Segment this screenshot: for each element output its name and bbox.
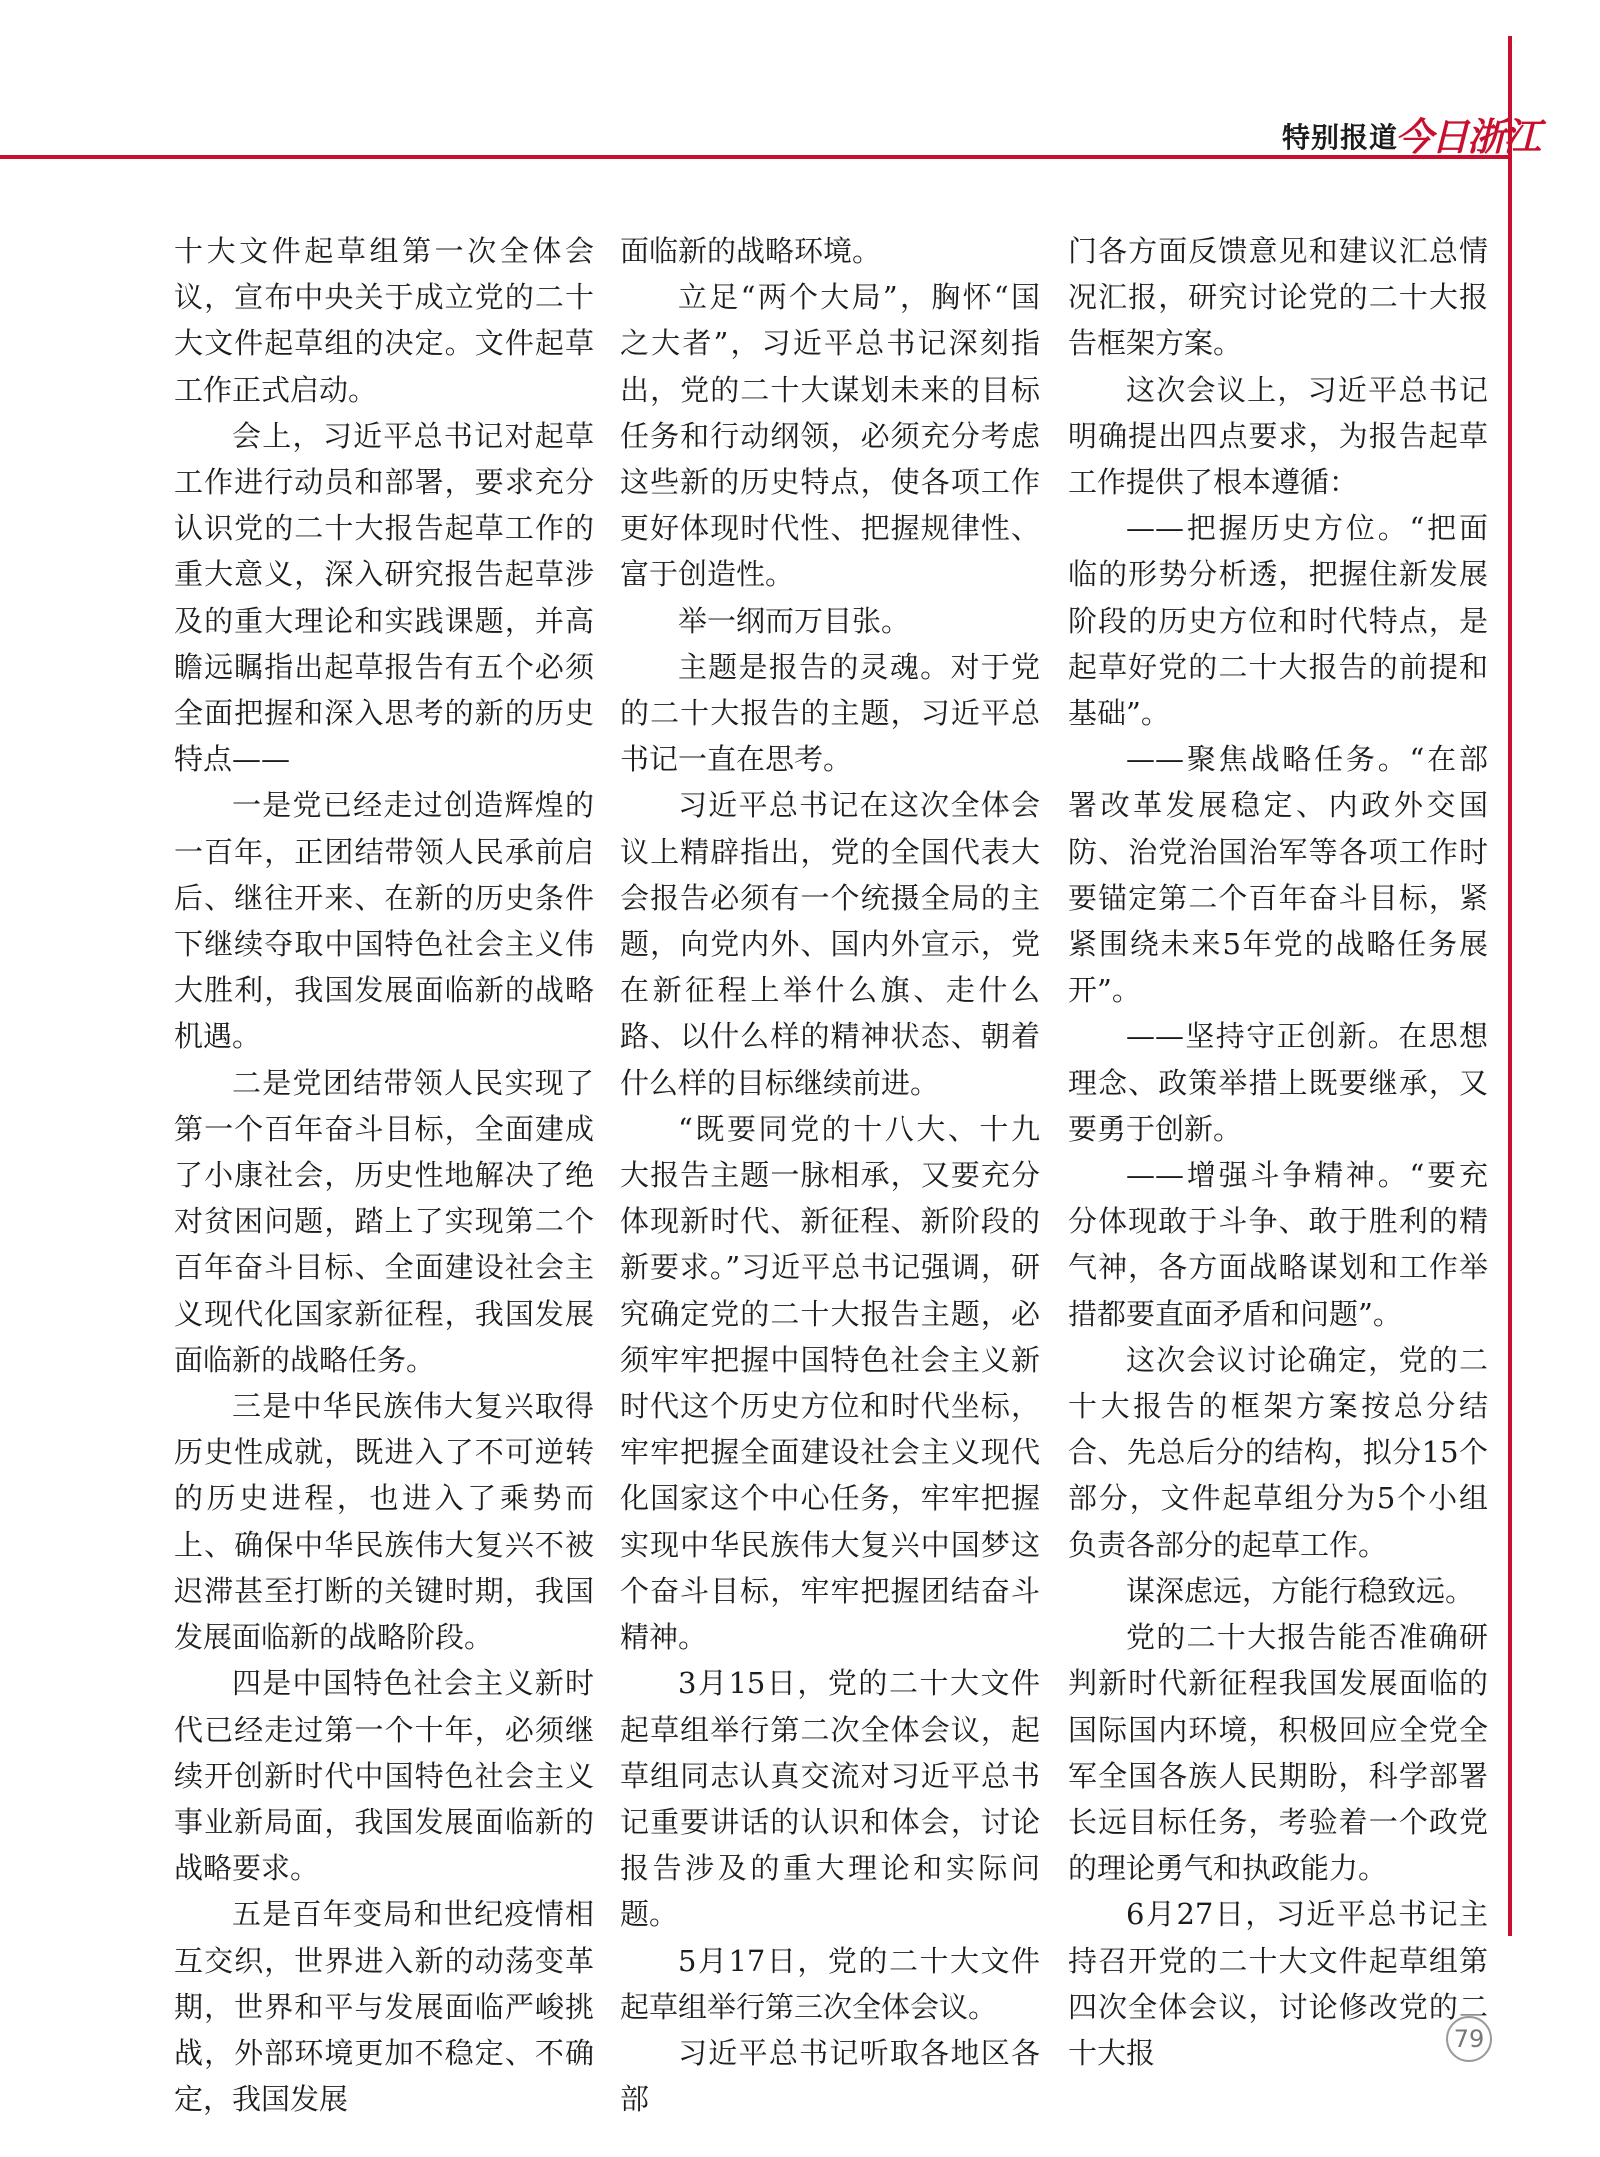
paragraph: 这次会议讨论确定，党的二十大报告的框架方案按总分结合、先总后分的结构，拟分15个部分，文件起草组分为5个小组负责各部分的起草工作。 <box>1068 1342 1488 1562</box>
paragraph: 立足“两个大局”，胸怀“国之大者”，习近平总书记深刻指出，党的二十大谋划未来的目标任务和行动纲领，必须充分考虑这些新的历史特点，使各项工作更好体现时代性、把握规律性、富于创造性。 <box>620 280 1040 592</box>
page-number: 79 <box>1446 2016 1492 2062</box>
paragraph: 二是党团结带领人民实现了第一个百年奋斗目标，全面建成了小康社会，历史性地解决了绝对贫困问题，踏上了实现第二个百年奋斗目标、全面建设社会主义现代化国家新征程，我国发展面临新的战略任务。 <box>174 1065 594 1377</box>
paragraph: 3月15日，党的二十大文件起草组举行第二次全体会议，起草组同志认真交流对习近平总书记重要讲话的认识和体会，讨论报告涉及的重大理论和实际问题。 <box>620 1666 1040 1932</box>
paragraph: 四是中国特色社会主义新时代已经走过第一个十年，必须继续开创新时代中国特色社会主义事业新局面，我国发展面临新的战略要求。 <box>174 1666 594 1886</box>
paragraph: 习近平总书记听取各地区各部 <box>620 2035 1040 2117</box>
side-margin-rule <box>1508 36 1512 1936</box>
article-column-2 <box>620 228 1040 2117</box>
paragraph: ——增强斗争精神。“要充分体现敢于斗争、敢于胜利的精气神，各方面战略谋划和工作举措都要直面矛盾和问题”。 <box>1068 1158 1488 1331</box>
magazine-brand-logo: 今日浙江 <box>1395 114 1540 159</box>
paragraph: 十大文件起草组第一次全体会议，宣布中央关于成立党的二十大文件起草组的决定。文件起草工作正式启动。 <box>174 234 594 407</box>
paragraph: 会上，习近平总书记对起草工作进行动员和部署，要求充分认识党的二十大报告起草工作的重大意义，深入研究报告起草涉及的重大理论和实践课题，并高瞻远瞩指出起草报告有五个必须全面把握和深入思考的新的历史特点—— <box>174 418 594 777</box>
paragraph: 一是党已经走过创造辉煌的一百年，正团结带领人民承前启后、继往开来、在新的历史条件下继续夺取中国特色社会主义伟大胜利，我国发展面临新的战略机遇。 <box>174 788 594 1054</box>
paragraph: 这次会议上，习近平总书记明确提出四点要求，为报告起草工作提供了根本遵循： <box>1068 372 1488 500</box>
article-column-1 <box>174 228 594 2117</box>
paragraph: ——坚持守正创新。在思想理念、政策举措上既要继承，又要勇于创新。 <box>1068 1019 1488 1146</box>
paragraph: 五是百年变局和世纪疫情相互交织，世界进入新的动荡变革期，世界和平与发展面临严峻挑战，外部环境更加不稳定、不确定，我国发展 <box>174 1897 594 2117</box>
paragraph: 习近平总书记在这次全体会议上精辟指出，党的全国代表大会报告必须有一个统摄全局的主题，向党内外、国内外宣示，党在新征程上举什么旗、走什么路、以什么样的精神状态、朝着什么样的目标继续前进。 <box>620 788 1040 1100</box>
paragraph: 门各方面反馈意见和建议汇总情况汇报，研究讨论党的二十大报告框架方案。 <box>1068 234 1488 361</box>
paragraph: ——聚焦战略任务。“在部署改革发展稳定、内政外交国防、治党治国治军等各项工作时要锚定第二个百年奋斗目标，紧紧围绕未来5年党的战略任务展开”。 <box>1068 742 1488 1008</box>
paragraph: 6月27日，习近平总书记主持召开党的二十大文件起草组第四次全体会议，讨论修改党的二十大报 <box>1068 1897 1488 2070</box>
paragraph: 党的二十大报告能否准确研判新时代新征程我国发展面临的国际国内环境，积极回应全党全军全国各族人民期盼，科学部署长远目标任务，考验着一个政党的理论勇气和执政能力。 <box>1068 1620 1488 1886</box>
paragraph: 面临新的战略环境。 <box>620 234 882 268</box>
paragraph: 主题是报告的灵魂。对于党的二十大报告的主题，习近平总书记一直在思考。 <box>620 649 1040 777</box>
paragraph: ——把握历史方位。“把面临的形势分析透，把握住新发展阶段的历史方位和时代特点，是起草好党的二十大报告的前提和基础”。 <box>1068 511 1488 731</box>
paragraph: 谋深虑远，方能行稳致远。 <box>1126 1573 1475 1608</box>
paragraph: 三是中华民族伟大复兴取得历史性成就，既进入了不可逆转的历史进程，也进入了乘势而上、确保中华民族伟大复兴不被迟滞甚至打断的关键时期，我国发展面临新的战略阶段。 <box>174 1389 594 1655</box>
paragraph: 举一纲而万目张。 <box>678 603 911 638</box>
section-label: 特别报道 <box>1282 121 1399 154</box>
paragraph: 5月17日，党的二十大文件起草组举行第三次全体会议。 <box>620 1943 1040 2024</box>
paragraph: “既要同党的十八大、十九大报告主题一脉相承，又要充分体现新时代、新征程、新阶段的新要求。”习近平总书记强调，研究确定党的二十大报告主题，必须牢牢把握中国特色社会主义新时代这个历史方位和时代坐标，牢牢把握全面建设社会主义现代化国家这个中心任务，牢牢把握实现中华民族伟大复兴中国梦这个奋斗目标，牢牢把握团结奋斗精神。 <box>620 1111 1040 1655</box>
